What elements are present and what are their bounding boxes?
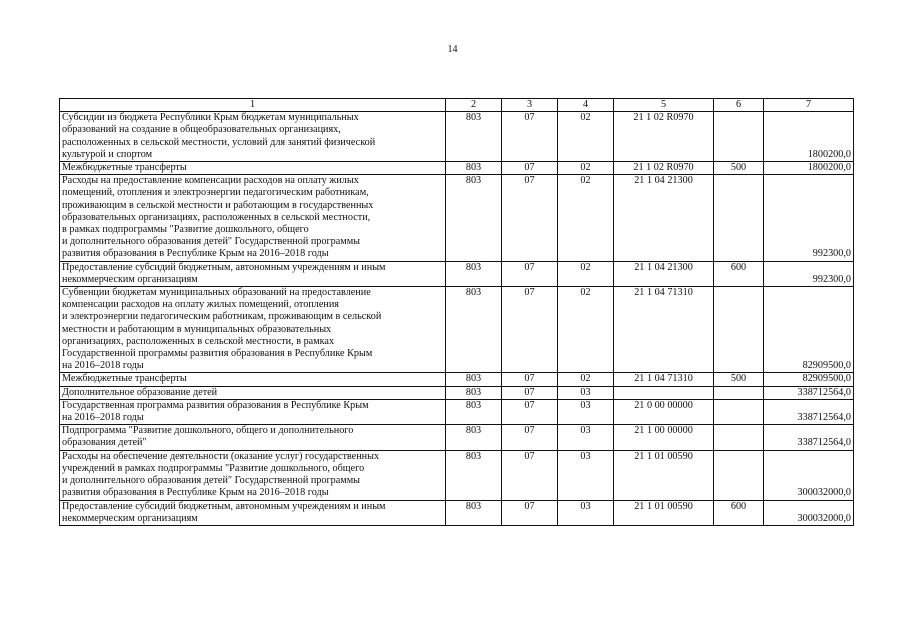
cell-rz: 07 (502, 162, 558, 175)
cell-amount: 300032000,0 (764, 450, 854, 500)
cell-vr (714, 386, 764, 399)
cell-grbs: 803 (446, 386, 502, 399)
cell-vr (714, 175, 764, 261)
name-line: образования детей" (62, 437, 147, 449)
name-line: образований на создание в общеобразовательных организациях, (62, 124, 341, 136)
cell-rz: 07 (502, 175, 558, 261)
name-line: и дополнительного образования детей" Государственной программы (62, 475, 361, 487)
cell-grbs: 803 (446, 175, 502, 261)
cell-grbs: 803 (446, 450, 502, 500)
table-body (60, 99, 854, 526)
cell-name (60, 261, 446, 286)
cell-grbs: 803 (446, 399, 502, 424)
cell-rz: 07 (502, 373, 558, 386)
cell-pr: 03 (558, 425, 614, 450)
header-cell-rz: 3 (502, 99, 558, 112)
header-cell-grbs: 2 (446, 99, 502, 112)
name-line: Государственная программа развития образования в Республике Крым (62, 399, 369, 411)
name-line: помещений, отопления и электроэнергии педагогическим работникам, (62, 187, 369, 199)
cell-amount: 82909500,0 (764, 287, 854, 373)
cell-vr: 600 (714, 261, 764, 286)
cell-name (60, 399, 446, 424)
cell-grbs: 803 (446, 162, 502, 175)
cell-csr: 21 1 04 71310 (614, 287, 714, 373)
table-row (60, 425, 854, 450)
name-line: Межбюджетные трансферты (62, 373, 187, 385)
cell-grbs: 803 (446, 287, 502, 373)
name-line: Субсидии из бюджета Республики Крым бюджетам муниципальных (62, 112, 359, 124)
cell-name (60, 112, 446, 162)
cell-csr: 21 1 04 21300 (614, 175, 714, 261)
cell-rz: 07 (502, 386, 558, 399)
cell-name (60, 373, 446, 386)
name-line: Предоставление субсидий бюджетным, автономным учреждениям и иным (62, 500, 386, 512)
cell-amount: 992300,0 (764, 261, 854, 286)
cell-grbs: 803 (446, 373, 502, 386)
name-line: образовательных организациях, расположенных в сельской местности, (62, 211, 371, 223)
cell-vr: 500 (714, 162, 764, 175)
cell-amount: 300032000,0 (764, 500, 854, 525)
cell-grbs: 803 (446, 500, 502, 525)
cell-name (60, 425, 446, 450)
cell-grbs: 803 (446, 112, 502, 162)
name-line: Государственной программы развития образования в Республике Крым (62, 348, 373, 360)
cell-pr: 03 (558, 500, 614, 525)
cell-vr (714, 425, 764, 450)
cell-vr (714, 450, 764, 500)
cell-vr: 600 (714, 500, 764, 525)
name-line: учреждений в рамках подпрограммы "Развитие дошкольного, общего (62, 462, 365, 474)
name-line: развития образования в Республике Крым на 2016–2018 годы (62, 248, 329, 260)
table-row (60, 112, 854, 162)
cell-pr: 03 (558, 386, 614, 399)
table-row (60, 162, 854, 175)
cell-pr: 02 (558, 112, 614, 162)
name-line: развития образования в Республике Крым на 2016–2018 годы (62, 487, 329, 499)
name-line: Дополнительное образование детей (62, 386, 218, 398)
cell-pr: 02 (558, 175, 614, 261)
name-line: Субвенции бюджетам муниципальных образований на предоставление (62, 287, 371, 299)
name-line: и электроэнергии педагогическим работникам, проживающим в сельской (62, 311, 382, 323)
cell-csr: 21 1 04 21300 (614, 261, 714, 286)
cell-csr: 21 1 01 00590 (614, 500, 714, 525)
cell-rz: 07 (502, 112, 558, 162)
header-cell-pr: 4 (558, 99, 614, 112)
cell-name (60, 287, 446, 373)
cell-csr: 21 1 01 00590 (614, 450, 714, 500)
cell-pr: 03 (558, 399, 614, 424)
cell-rz: 07 (502, 500, 558, 525)
cell-amount: 1800200,0 (764, 112, 854, 162)
name-line: и дополнительного образования детей" Государственной программы (62, 236, 361, 248)
table-row (60, 175, 854, 261)
name-line: на 2016–2018 годы (62, 412, 144, 424)
cell-amount: 992300,0 (764, 175, 854, 261)
cell-vr: 500 (714, 373, 764, 386)
cell-rz: 07 (502, 287, 558, 373)
cell-amount: 338712564,0 (764, 425, 854, 450)
name-line: расположенных в сельской местности, условий для занятий физической (62, 136, 376, 148)
cell-csr: 21 1 04 71310 (614, 373, 714, 386)
cell-name (60, 175, 446, 261)
table-row (60, 287, 854, 373)
name-line: некоммерческим организациям (62, 512, 198, 524)
cell-amount: 338712564,0 (764, 399, 854, 424)
cell-vr (714, 399, 764, 424)
cell-amount: 338712564,0 (764, 386, 854, 399)
name-line: Расходы на предоставление компенсации расходов на оплату жилых (62, 175, 359, 187)
cell-pr: 02 (558, 261, 614, 286)
header-cell-name: 1 (60, 99, 446, 112)
cell-csr: 21 1 02 R0970 (614, 112, 714, 162)
header-cell-amount: 7 (764, 99, 854, 112)
header-cell-csr: 5 (614, 99, 714, 112)
table-row (60, 399, 854, 424)
budget-table (59, 98, 854, 526)
cell-rz: 07 (502, 261, 558, 286)
table-row (60, 386, 854, 399)
table-row (60, 450, 854, 500)
cell-csr: 21 1 00 00000 (614, 425, 714, 450)
page-number: 14 (447, 44, 458, 55)
name-line: компенсации расходов на оплату жилых помещений, отопления (62, 299, 339, 311)
name-line: Межбюджетные трансферты (62, 162, 187, 174)
table-row (60, 500, 854, 525)
cell-csr (614, 386, 714, 399)
cell-pr: 02 (558, 287, 614, 373)
cell-pr: 02 (558, 162, 614, 175)
cell-pr: 02 (558, 373, 614, 386)
table-row (60, 261, 854, 286)
cell-rz: 07 (502, 450, 558, 500)
cell-pr: 03 (558, 450, 614, 500)
cell-amount: 82909500,0 (764, 373, 854, 386)
name-line: проживающим в сельской местности и работающим в государственных (62, 199, 374, 211)
name-line: в рамках подпрограммы "Развитие дошкольного, общего (62, 224, 309, 236)
name-line: Расходы на обеспечение деятельности (оказание услуг) государственных (62, 450, 380, 462)
cell-csr: 21 1 02 R0970 (614, 162, 714, 175)
cell-name (60, 500, 446, 525)
table-row (60, 373, 854, 386)
cell-grbs: 803 (446, 261, 502, 286)
cell-rz: 07 (502, 399, 558, 424)
cell-vr (714, 112, 764, 162)
cell-grbs: 803 (446, 425, 502, 450)
cell-name (60, 386, 446, 399)
header-row (60, 99, 854, 112)
cell-name (60, 162, 446, 175)
name-line: организациях, расположенных в сельской местности, в рамках (62, 335, 335, 347)
name-line: Предоставление субсидий бюджетным, автономным учреждениям и иным (62, 261, 386, 273)
name-line: на 2016–2018 годы (62, 360, 144, 372)
name-line: некоммерческим организациям (62, 273, 198, 285)
cell-csr: 21 0 00 00000 (614, 399, 714, 424)
cell-rz: 07 (502, 425, 558, 450)
name-line: культурой и спортом (62, 148, 153, 160)
header-cell-vr: 6 (714, 99, 764, 112)
cell-vr (714, 287, 764, 373)
name-line: Подпрограмма "Развитие дошкольного, общего и дополнительного (62, 425, 354, 437)
name-line: местности и работающим в муниципальных образовательных (62, 323, 332, 335)
cell-amount: 1800200,0 (764, 162, 854, 175)
cell-name (60, 450, 446, 500)
